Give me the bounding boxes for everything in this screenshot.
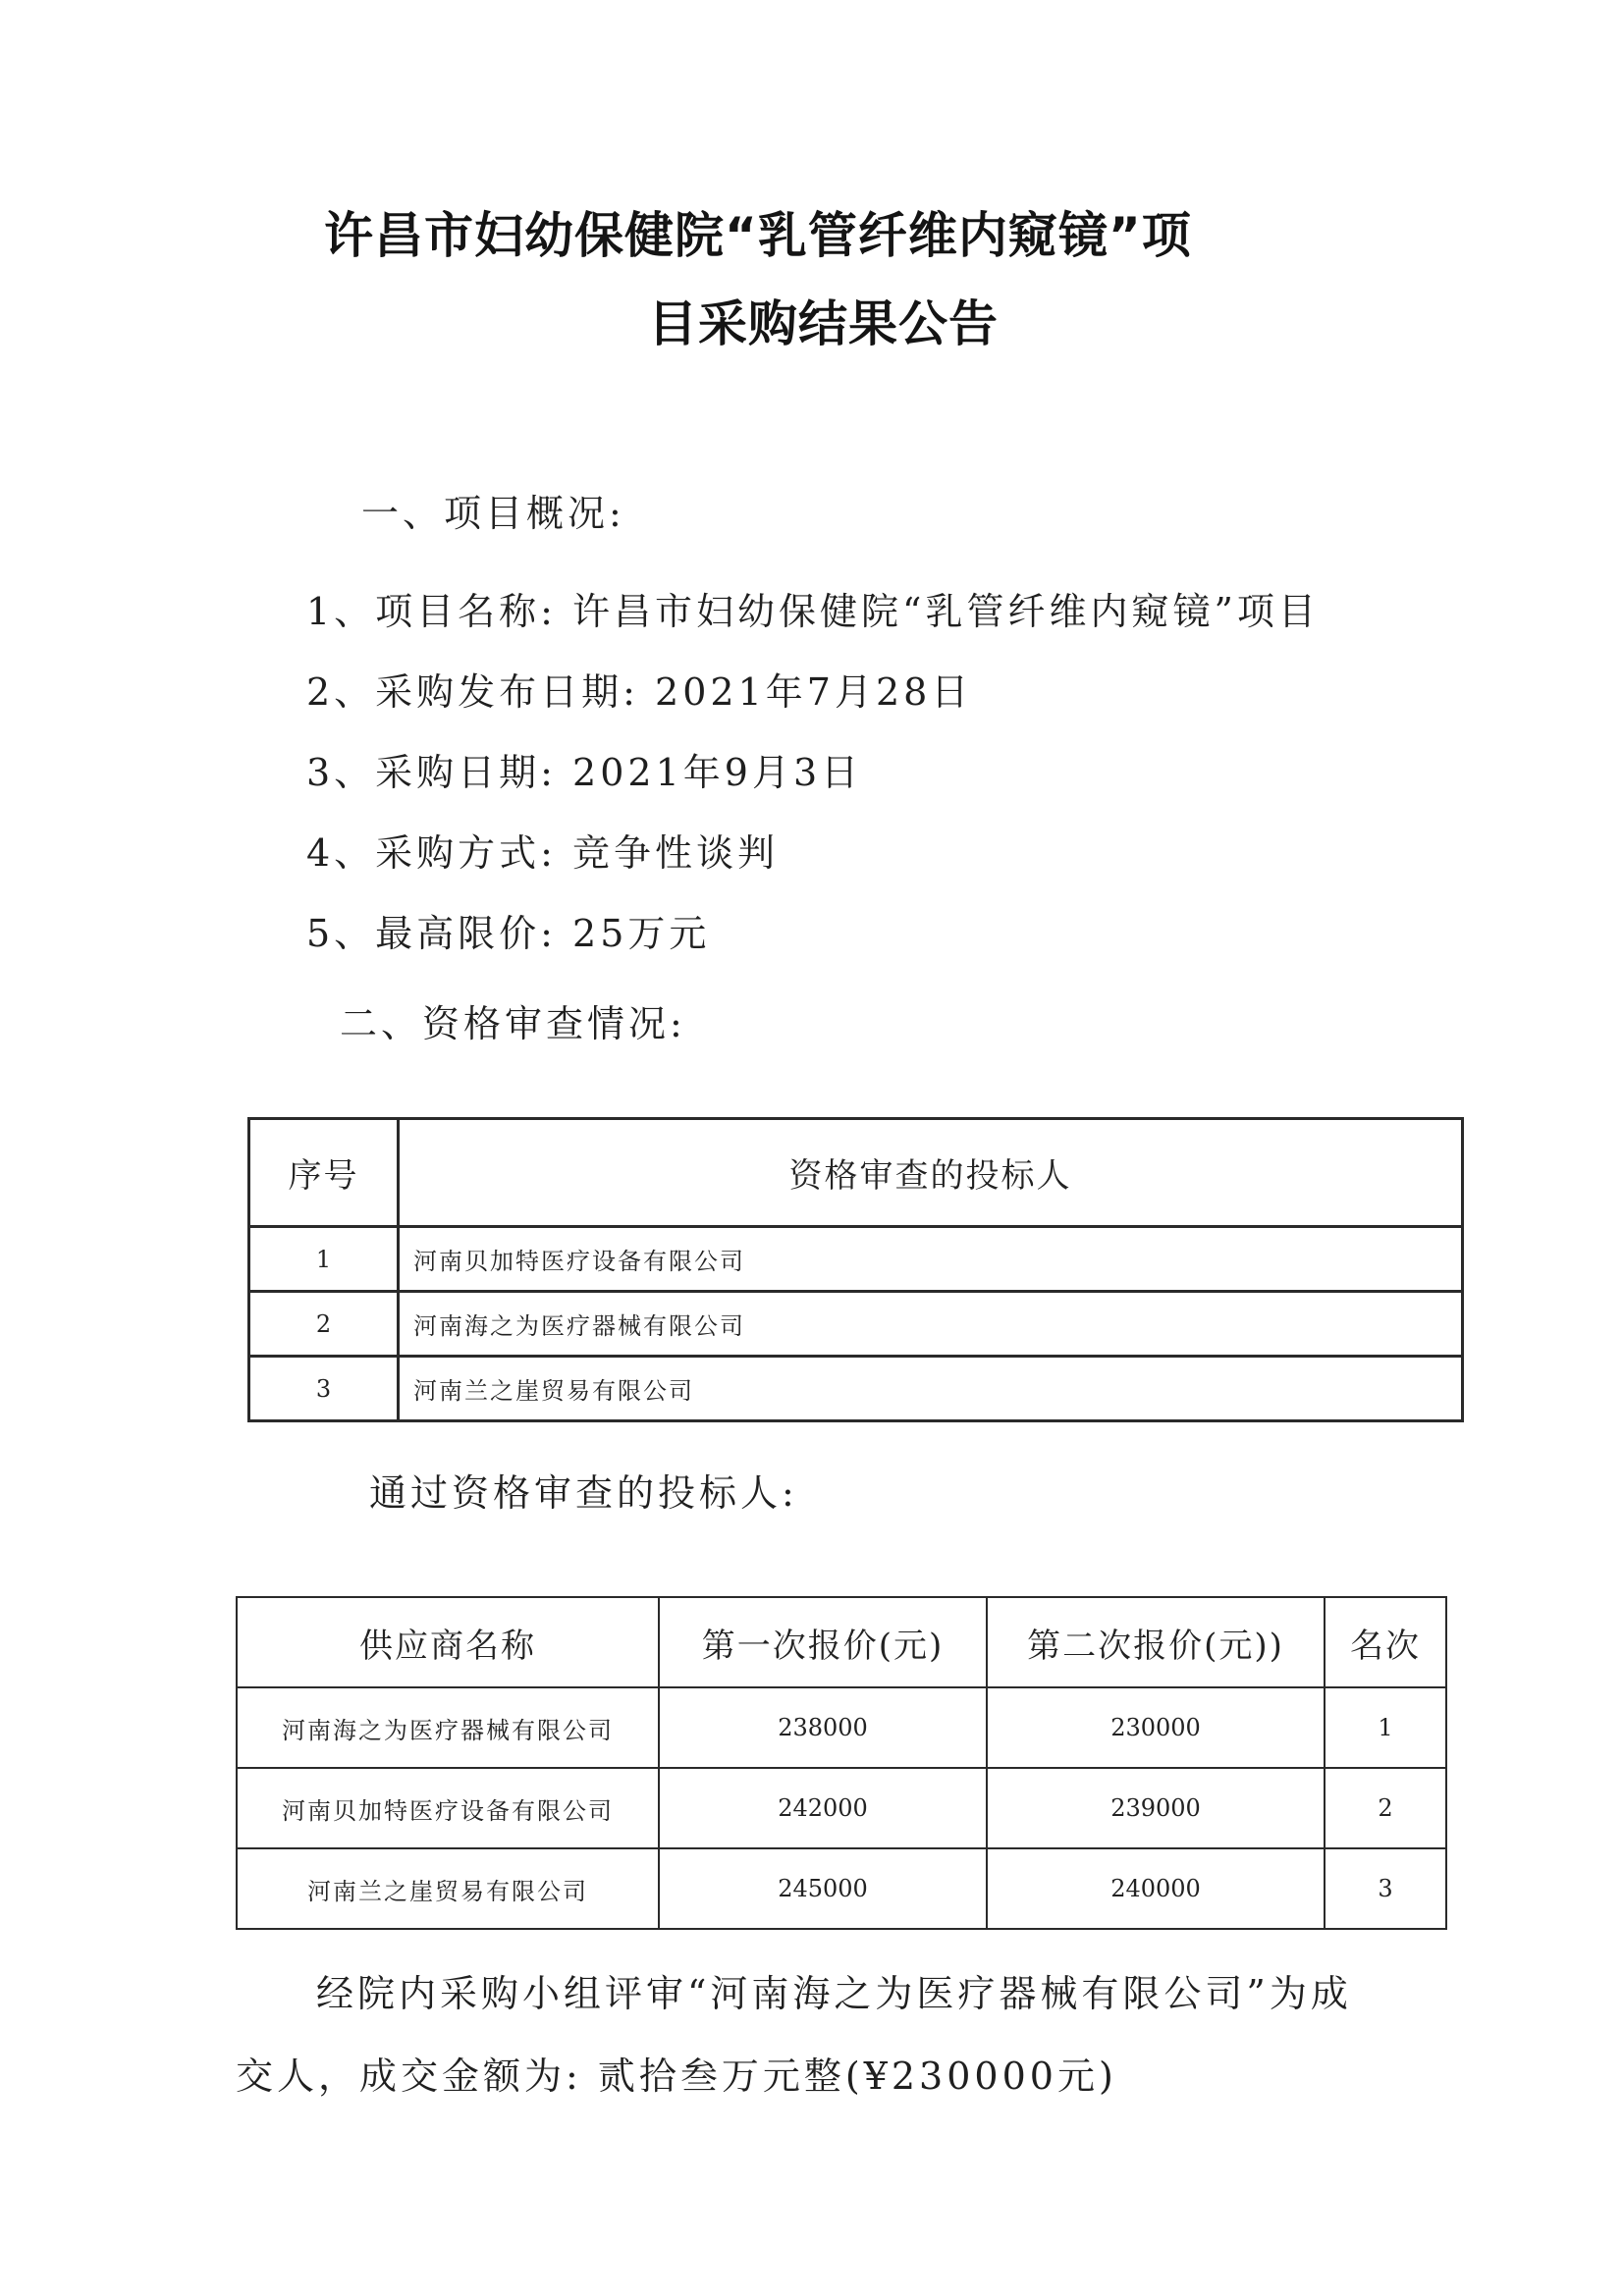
- conclusion-line-1: 经院内采购小组评审“河南海之为医疗器械有限公司”为成: [316, 1972, 1352, 2015]
- passed-bidders-heading: 通过资格审查的投标人:: [369, 1471, 798, 1515]
- overview-item-purchase-date: 3、采购日期: 2021年9月3日: [306, 751, 863, 794]
- row-rank: 1: [1325, 1687, 1446, 1768]
- row-supplier: 河南贝加特医疗设备有限公司: [237, 1768, 659, 1848]
- row-supplier: 河南兰之崖贸易有限公司: [237, 1848, 659, 1929]
- overview-item-max-price: 5、最高限价: 25万元: [306, 912, 711, 955]
- header-supplier-name: 供应商名称: [237, 1597, 659, 1687]
- row-serial: 2: [249, 1292, 399, 1357]
- row-rank: 2: [1325, 1768, 1446, 1848]
- row-first-quote: 245000: [659, 1848, 987, 1929]
- qualification-table: [247, 1117, 1464, 1422]
- row-serial: 3: [249, 1357, 399, 1421]
- document-title-line-1: 许昌市妇幼保健院“乳管纤维内窥镜”项: [324, 207, 1192, 264]
- section-heading-qualification: 二、资格审查情况:: [340, 1002, 686, 1045]
- header-rank: 名次: [1325, 1597, 1446, 1687]
- table-row: [249, 1357, 1463, 1421]
- overview-item-publish-date: 2、采购发布日期: 2021年7月28日: [306, 670, 973, 714]
- row-rank: 3: [1325, 1848, 1446, 1929]
- overview-item-purchase-method: 4、采购方式: 竞争性谈判: [306, 831, 780, 875]
- row-supplier: 河南海之为医疗器械有限公司: [237, 1687, 659, 1768]
- quotation-table: [236, 1596, 1447, 1930]
- row-serial: 1: [249, 1227, 399, 1292]
- table-row: [237, 1848, 1446, 1929]
- header-first-quote: 第一次报价(元): [659, 1597, 987, 1687]
- table-row: [237, 1687, 1446, 1768]
- table-row: [249, 1227, 1463, 1292]
- header-second-quote: 第二次报价(元)): [987, 1597, 1325, 1687]
- table-row: [249, 1292, 1463, 1357]
- row-second-quote: 230000: [987, 1687, 1325, 1768]
- table-header-row: [237, 1597, 1446, 1687]
- row-bidder: 河南贝加特医疗设备有限公司: [399, 1227, 1463, 1292]
- header-qualified-bidders: 资格审查的投标人: [399, 1119, 1463, 1227]
- row-bidder: 河南海之为医疗器械有限公司: [399, 1292, 1463, 1357]
- header-serial-number: 序号: [249, 1119, 399, 1227]
- section-heading-overview: 一、项目概况:: [361, 492, 625, 535]
- row-first-quote: 242000: [659, 1768, 987, 1848]
- row-second-quote: 240000: [987, 1848, 1325, 1929]
- conclusion-line-2: 交人，成交金额为: 贰拾叁万元整(¥230000元): [236, 2055, 1117, 2098]
- row-first-quote: 238000: [659, 1687, 987, 1768]
- table-row: [237, 1768, 1446, 1848]
- document-title-line-2: 目采购结果公告: [648, 295, 999, 352]
- overview-item-project-name: 1、项目名称: 许昌市妇幼保健院“乳管纤维内窥镜”项目: [306, 590, 1320, 633]
- row-bidder: 河南兰之崖贸易有限公司: [399, 1357, 1463, 1421]
- row-second-quote: 239000: [987, 1768, 1325, 1848]
- table-header-row: [249, 1119, 1463, 1227]
